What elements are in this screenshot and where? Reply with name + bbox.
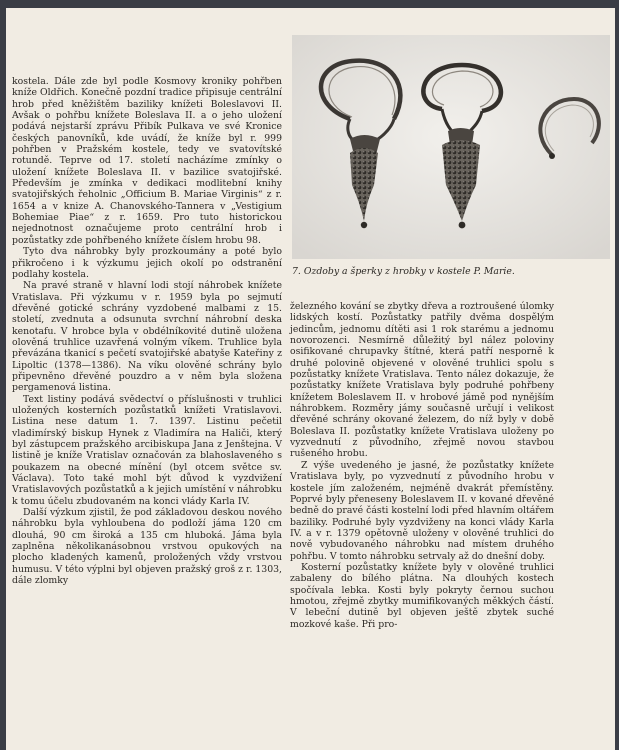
paragraph: Na pravé straně v hlavní lodi stojí náhrobek knížete Vratislava. Při výzkumu v r. 1959 byla po sejmutí dřevěné gotické schrány vyzdobené malbami z 15. století, zvednuta a odsunuta svrchní náhrobní deska kenotafu. V hrobce byla v obdélníkovité dutině uložena olověná truhlice uzavřená volným víkem. Truhlice byla převázána tkanicí s pečetí svatojiřské abatyše Kateřiny z Lipoltic (1378—1386). Na víku olověné schrány bylo připevněno dřevěné pouzdro a v něm byla složena pergamenová listina. <box>12 280 282 394</box>
paragraph: Tyto dva náhrobky byly prozkoumány a poté bylo přikročeno i k výzkumu jejich okolí po odstranění podlahy kostela. <box>12 246 282 280</box>
left-text-column <box>12 76 282 586</box>
paragraph: Text listiny podává svědectví o příslušnosti v truhlici uložených kosterních pozůstatků knížeti Vratislavovi. Listina nese datum 1. 7. 1397. Listinu pečetil vladimírský biskup Hynek z Vladimíra na Haliči, který byl zástupcem pražského arcibiskupa Jana z Jenštejna. V listině je kníže Vratislav označován za blahoslaveného s poukazem na obecné mínění (byl otcem světce sv. Václava). Toto také mohl být důvod k vyzdvižení Vratislavových pozůstatků a k jejich umístění v náhrobku k tomu účelu zbudovaném na konci vlády Karla IV. <box>12 393 282 507</box>
paragraph: železného kování se zbytky dřeva a roztroušené úlomky lidských kostí. Pozůstatky patřily dvěma dospělým jedincům, jednomu dítěti asi 1 rok starému a jednomu novorozenci. Nesmírně důležitý byl nález poloviny osifikované chrupavky štítné, která patří nesporně k druhé polovině objevené v olověné truhlici spolu s pozůstatky knížete Vratislava. Tento nález dokazuje, že pozůstatky knížete Vratislava byly podruhé pohřbeny knížetem Boleslavem II. v hrobové jámě pod nynějším náhrobkem. Rozměry jámy současně určují i velikost dřevěné schrány okované železem, do níž byly v době Boleslava II. pozůstatky knížete Vratislava uloženy po vyzvednutí z původního, zřejmě novou stavbou rušeného hrobu. <box>290 301 554 460</box>
jewelry-photograph <box>292 35 610 259</box>
right-text-column <box>290 301 554 630</box>
paragraph: Z výše uvedeného je jasné, že pozůstatky knížete Vratislava byly, po vyzvednutí z původního hrobu v kostele jím založeném, nejméně dvakrát přemístěny. Poprvé byly přeneseny Boleslavem II. v kované dřevěné bedně do pravé části kostelní lodi před hlavním oltářem baziliky. Podruhé byly vyzdviženy na konci vlády Karla IV. a v r. 1379 opětovně uloženy v olověné truhlici do nově vybudovaného náhrobku nad místem druhého pohřbu. V tomto náhrobku setrvaly až do dnešní doby. <box>290 459 554 562</box>
paragraph: kostela. Dále zde byl podle Kosmovy kroniky pohřben kníže Oldřich. Konečně pozdní tradice připisuje centrální hrob před kněžištěm baziliky knížeti Boleslavovi II. Avšak o pohřbu knížete Boleslava II. a o jeho uložení podává nejstarší zprávu Přibík Pulkava ve své Kronice českých panovníků, kde uvádí, že kníže byl r. 999 pohřben v Pražském kostele, tedy ve svatovítské rotundě. Teprve od 17. století nacházíme zmínky o uložení knížete Boleslava II. v bazilice svatojiřské. Především je zmínka v dedikaci modlitební knihy svatojiřských řeholnic „Officium B. Mariae Virginis“ z r. 1654 a v knize A. Chanovského-Tannera v „Vestigium Bohemiae Piae“ z r. 1659. Pro tuto historickou nejednotnost označujeme proto centrální hrob i pozůstatky zde pohřbeného knížete číslem hrobu 98. <box>12 76 282 246</box>
figure-caption: 7. Ozdoby a šperky z hrobky v kostele P. Marie. <box>292 266 515 277</box>
paragraph: Kosterní pozůstatky knížete byly v olověné truhlici zabaleny do bílého plátna. Na dlouhých kostech spočívala lebka. Kosti byly pokryty černou suchou hmotou, zřejmě zbytky mumifikovaných měkkých částí. V lebeční dutině byl objeven ještě zbytek suché mozkové kaše. Při pro- <box>290 561 554 630</box>
book-page <box>6 8 615 750</box>
paragraph: Další výzkum zjistil, že pod základovou deskou nového náhrobku byla vyhloubena do podloží jáma 120 cm dlouhá, 90 cm široká a 135 cm hluboká. Jáma byla zaplněna několikanásobnou vrstvou opukových na plocho kladených kamenů, proložených vždy vrstvou humusu. V této výplni byl objeven pražský groš z r. 1303, dále zlomky <box>12 507 282 587</box>
